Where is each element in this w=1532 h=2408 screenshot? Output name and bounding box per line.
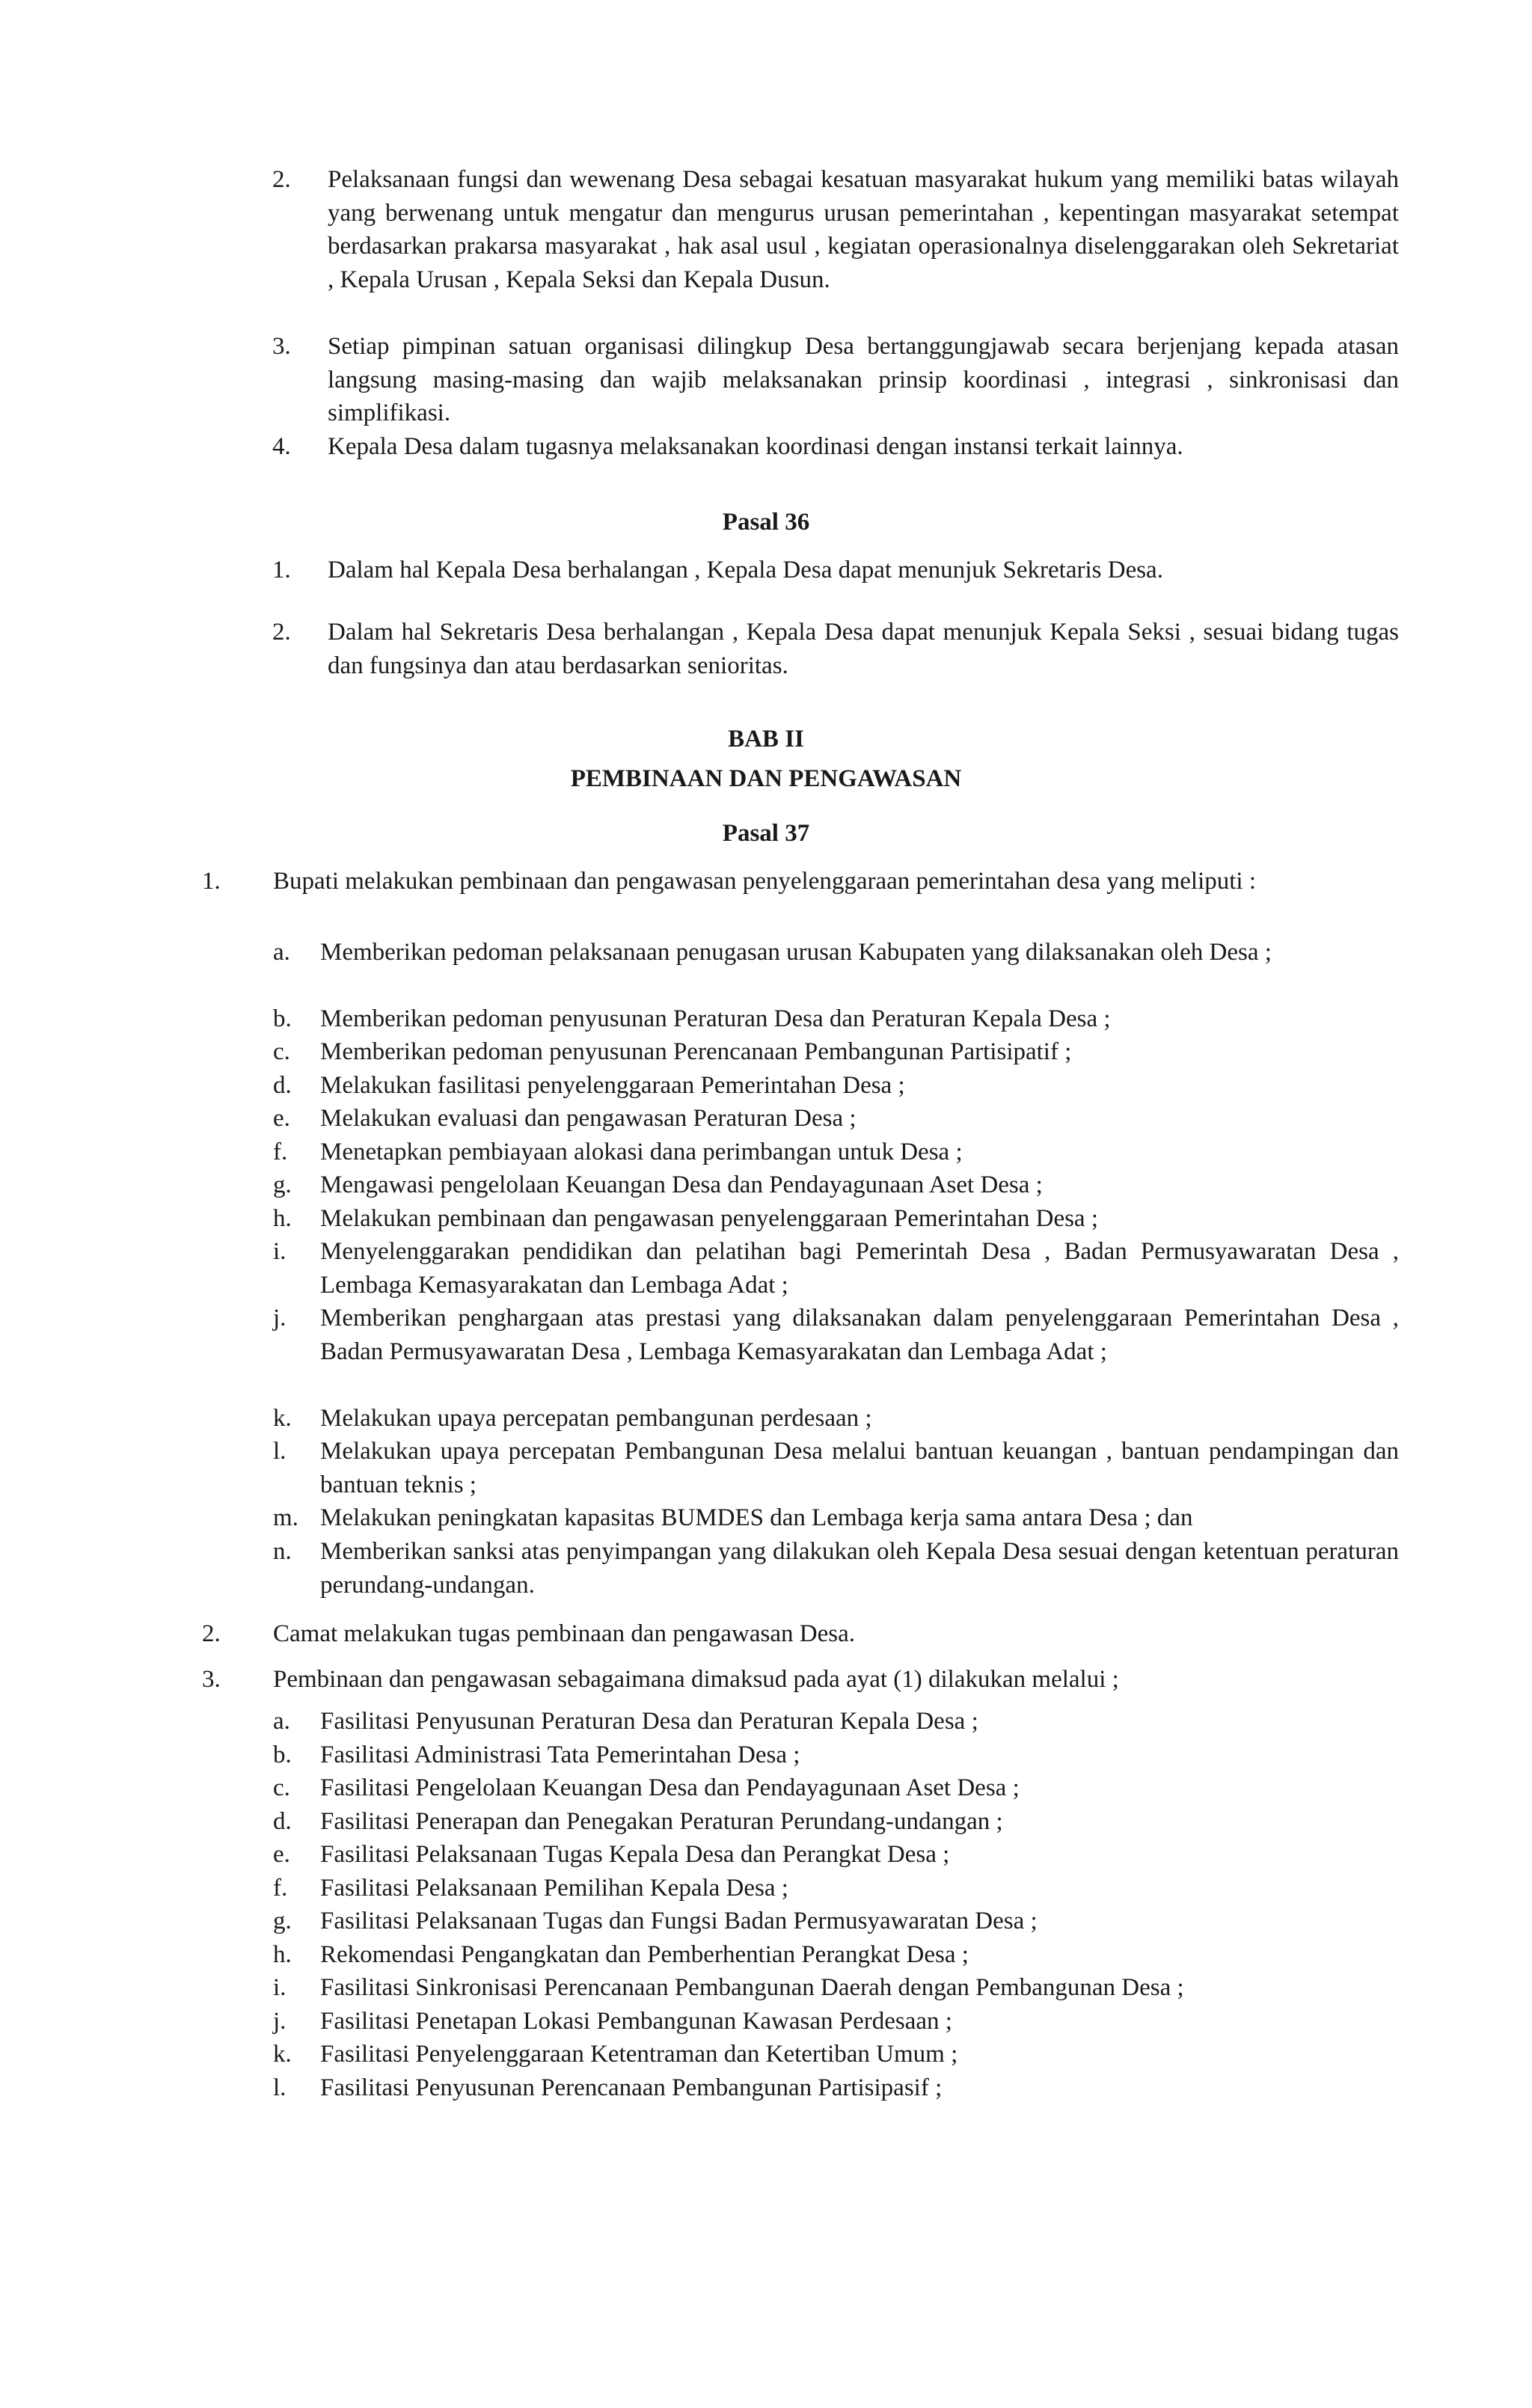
sub-item-letter: a. [273,939,290,966]
sub-item-text: Melakukan fasilitasi penyelenggaraan Pemerintahan Desa ; [320,1072,905,1099]
sub-item-text: Melakukan peningkatan kapasitas BUMDES dan Lembaga kerja sama antara Desa ; dan [320,1504,1193,1531]
sub-item-letter: c. [273,1038,290,1065]
sub-item-letter: l. [273,2074,287,2101]
sub-item-text: Memberikan pedoman pelaksanaan penugasan urusan Kabupaten yang dilaksanakan oleh Desa ; [320,939,1272,966]
list-item-text: Dalam hal Kepala Desa berhalangan , Kepala Desa dapat menunjuk Sekretaris Desa. [328,557,1163,583]
sub-item-text: Fasilitasi Pelaksanaan Tugas dan Fungsi Badan Permusyawaratan Desa ; [320,1908,1038,1934]
sub-item-letter: l. [273,1438,287,1465]
sub-item-text: Fasilitasi Pelaksanaan Pemilihan Kepala Desa ; [320,1875,788,1902]
sub-item-letter: j. [273,1305,287,1332]
list-item-text: Dalam hal Sekretaris Desa berhalangan , Kepala Desa dapat menunjuk Kepala Seksi , sesuai bidang tugas dan fungsinya dan atau berdasarkan senioritas. [328,619,1399,679]
sub-item-letter: e. [273,1105,290,1132]
sub-item-letter: b. [273,1005,292,1032]
list-item-text: Camat melakukan tugas pembinaan dan pengawasan Desa. [273,1620,855,1647]
sub-item-text: Memberikan pedoman penyusunan Peraturan Desa dan Peraturan Kepala Desa ; [320,1005,1111,1032]
sub-item-letter: g. [273,1171,292,1198]
sub-item-text: Mengawasi pengelolaan Keuangan Desa dan Pendayagunaan Aset Desa ; [320,1171,1043,1198]
sub-item-letter: m. [273,1504,298,1531]
sub-item-letter: h. [273,1205,292,1232]
sub-item-text: Melakukan upaya percepatan pembangunan perdesaan ; [320,1405,872,1432]
sub-item-letter: k. [273,2041,292,2068]
sub-item-text: Rekomendasi Pengangkatan dan Pemberhentian Perangkat Desa ; [320,1941,969,1968]
list-number: 3. [272,333,291,360]
sub-item-text: Fasilitasi Penyusunan Peraturan Desa dan Peraturan Kepala Desa ; [320,1708,978,1735]
sub-item-letter: i. [273,1238,287,1265]
list-item-text: Setiap pimpinan satuan organisasi dilingkup Desa bertanggungjawab secara berjenjang kepada atasan langsung masing-masing dan wajib melaksanakan prinsip koordinasi , integrasi , sinkronisasi dan simplifikasi. [328,333,1399,426]
sub-item-letter: e. [273,1841,290,1868]
sub-item-letter: g. [273,1908,292,1934]
article-heading: Pasal 36 [722,509,810,536]
sub-item-text: Fasilitasi Pengelolaan Keuangan Desa dan Pendayagunaan Aset Desa ; [320,1774,1020,1801]
list-number: 2. [272,619,291,646]
sub-item-text: Fasilitasi Penyelenggaraan Ketentraman dan Ketertiban Umum ; [320,2041,958,2068]
sub-item-letter: j. [273,2008,287,2035]
list-number: 4. [272,433,291,460]
sub-item-text: Fasilitasi Sinkronisasi Perencanaan Pembangunan Daerah dengan Pembangunan Desa ; [320,1974,1184,2001]
sub-item-text: Menyelenggarakan pendidikan dan pelatihan bagi Pemerintah Desa , Badan Permusyawaratan Desa , Lembaga Kemasyarakatan dan Lembaga Adat ; [320,1238,1399,1299]
chapter-subtitle: PEMBINAAN DAN PENGAWASAN [570,765,962,792]
list-number: 3. [202,1666,221,1693]
sub-item-text: Memberikan penghargaan atas prestasi yang dilaksanakan dalam penyelenggaraan Pemerintahan Desa , Badan Permusyawaratan Desa , Lembaga Kemasyarakatan dan Lembaga Adat ; [320,1305,1399,1365]
sub-item-letter: d. [273,1072,292,1099]
chapter-heading: BAB II [728,726,804,753]
sub-item-letter: k. [273,1405,292,1432]
sub-item-text: Memberikan pedoman penyusunan Perencanaan Pembangunan Partisipatif ; [320,1038,1072,1065]
sub-item-letter: f. [273,1875,288,1902]
sub-item-letter: h. [273,1941,292,1968]
list-number: 2. [202,1620,221,1647]
sub-item-text: Fasilitasi Penetapan Lokasi Pembangunan Kawasan Perdesaan ; [320,2008,952,2035]
sub-item-letter: c. [273,1774,290,1801]
sub-item-text: Fasilitasi Administrasi Tata Pemerintahan Desa ; [320,1741,800,1768]
sub-item-letter: d. [273,1808,292,1835]
list-number: 1. [202,868,221,895]
sub-item-letter: f. [273,1139,288,1165]
list-number: 1. [272,557,291,583]
sub-item-letter: b. [273,1741,292,1768]
sub-item-text: Menetapkan pembiayaan alokasi dana perimbangan untuk Desa ; [320,1139,963,1165]
article-heading: Pasal 37 [722,820,810,847]
sub-item-letter: a. [273,1708,290,1735]
sub-item-text: Fasilitasi Pelaksanaan Tugas Kepala Desa dan Perangkat Desa ; [320,1841,950,1868]
sub-item-text: Melakukan pembinaan dan pengawasan penyelenggaraan Pemerintahan Desa ; [320,1205,1098,1232]
sub-item-text: Fasilitasi Penyusunan Perencanaan Pembangunan Partisipasif ; [320,2074,943,2101]
sub-item-letter: n. [273,1538,292,1565]
list-item-text: Pelaksanaan fungsi dan wewenang Desa sebagai kesatuan masyarakat hukum yang memiliki batas wilayah yang berwenang untuk mengatur dan mengurus urusan pemerintahan , kepentingan masyarakat setempat berdasarkan prakarsa masyarakat , hak asal usul , kegiatan operasionalnya diselenggarakan oleh Sekretariat , Kepala Urusan , Kepala Seksi dan Kepala Dusun. [328,166,1399,293]
sub-item-text: Melakukan upaya percepatan Pembangunan Desa melalui bantuan keuangan , bantuan pendampingan dan bantuan teknis ; [320,1438,1399,1498]
list-item-text: Bupati melakukan pembinaan dan pengawasan penyelenggaraan pemerintahan desa yang meliputi : [273,868,1257,895]
sub-item-text: Melakukan evaluasi dan pengawasan Peraturan Desa ; [320,1105,857,1132]
sub-item-text: Memberikan sanksi atas penyimpangan yang dilakukan oleh Kepala Desa sesuai dengan ketentuan peraturan perundang-undangan. [320,1538,1399,1599]
sub-item-letter: i. [273,1974,287,2001]
list-item-text: Kepala Desa dalam tugasnya melaksanakan koordinasi dengan instansi terkait lainnya. [328,433,1183,460]
sub-item-text: Fasilitasi Penerapan dan Penegakan Peraturan Perundang-undangan ; [320,1808,1003,1835]
list-number: 2. [272,166,291,193]
list-item-text: Pembinaan dan pengawasan sebagaimana dimaksud pada ayat (1) dilakukan melalui ; [273,1666,1119,1693]
